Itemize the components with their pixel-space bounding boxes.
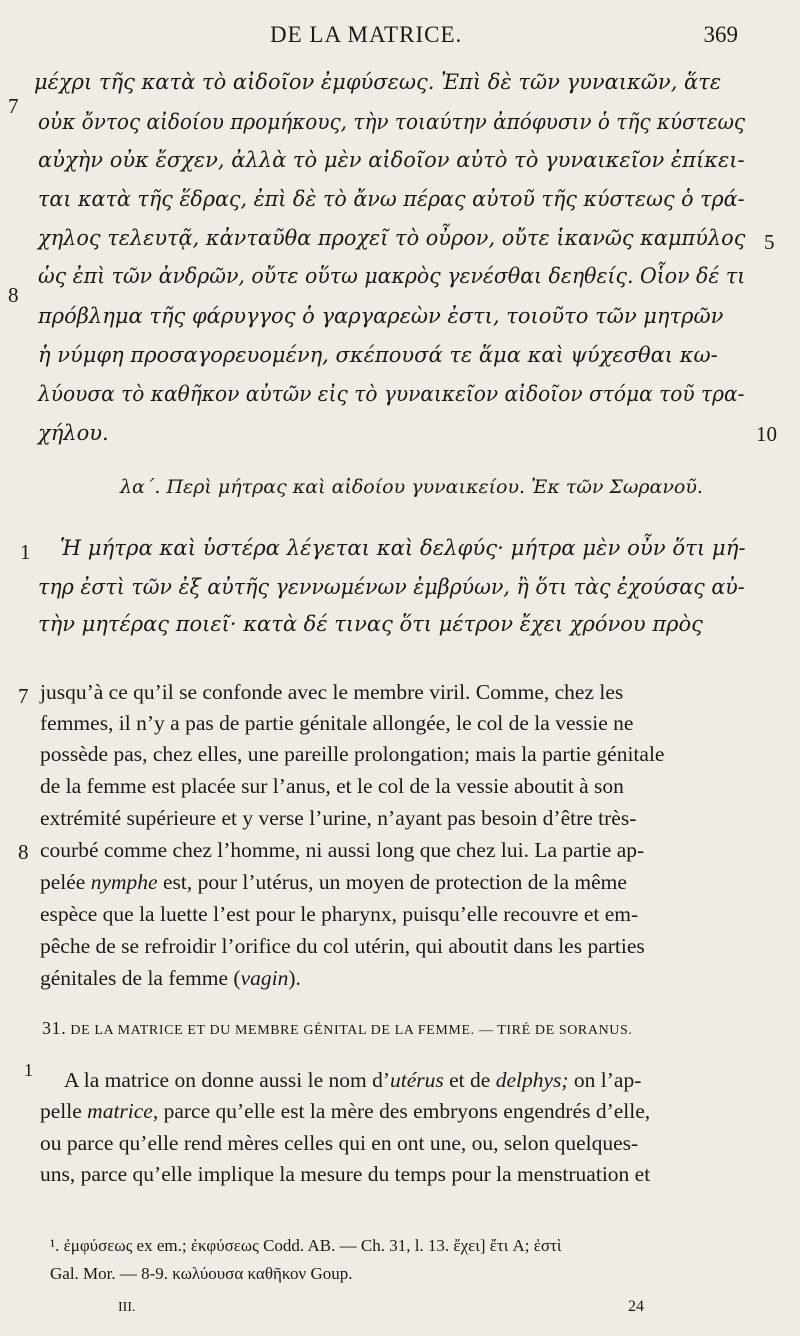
greek-chapter-heading: λα΄. Περὶ μήτρας καὶ αἰδοίου γυναικείου. Ἐκ τῶν Σωρανοῦ.	[120, 476, 703, 498]
french-chapter-heading	[42, 1018, 632, 1039]
page-number: 369	[703, 22, 738, 47]
text-run: génitales de la femme (	[40, 966, 241, 990]
footnote-line: Gal. Mor. — 8-9. κωλύουσα καθῆκον Goup.	[50, 1264, 353, 1283]
greek-line: ται κατὰ τῆς ἕδρας, ἐπὶ δὲ τὸ ἄνω πέρας αὐτοῦ τῆς κύστεως ὁ τρά-	[38, 187, 745, 211]
text-run: parce qu’elle est la mère des embryons engendrés d’elle,	[158, 1099, 651, 1123]
line-number-margin: 1	[24, 1060, 33, 1080]
french-line	[40, 966, 301, 991]
french-line: uns, parce qu’elle implique la mesure du temps pour la menstruation et	[40, 1162, 651, 1186]
greek-line: τηρ ἐστὶ τῶν ἐξ αὐτῆς γεννωμένων ἐμβρύων, ἢ ὅτι τὰς ἐχούσας αὐ-	[38, 575, 745, 599]
line-number-margin: 8	[18, 840, 29, 864]
french-line: de la femme est placée sur l’anus, et le col de la vessie aboutit à son	[40, 774, 624, 798]
french-line: extrémité supérieure et y verse l’urine, n’ayant pas besoin d’être très-	[40, 806, 637, 830]
text-run: on l’ap-	[568, 1068, 642, 1092]
line-number-margin: 7	[8, 94, 19, 118]
greek-line: ὡς ἐπὶ τῶν ἀνδρῶν, οὔτε οὕτω μακρὸς γενέσθαι δεηθείς. Οἷον δέ τι	[38, 264, 746, 288]
text-run: est, pour l’utérus, un moyen de protection de la même	[157, 870, 627, 894]
running-head: DE LA MATRICE.	[270, 22, 463, 47]
french-line: pêche de se refroidir l’orifice du col utérin, qui aboutit dans les parties	[40, 934, 645, 958]
french-line	[64, 1068, 641, 1093]
line-number-margin: 7	[18, 684, 29, 708]
greek-line: χηλος τελευτᾷ, κἀνταῦθα προχεῖ τὸ οὖρον, οὔτε ἱκανῶς καμπύλος	[38, 226, 746, 250]
french-line: courbé comme chez l’homme, ni aussi long que chez lui. La partie ap-	[40, 838, 645, 862]
line-number-margin: 5	[764, 230, 775, 254]
french-line: espèce que la luette l’est pour le pharynx, puisqu’elle recouvre et em-	[40, 902, 639, 926]
italic-term: nymphe	[90, 870, 158, 894]
footnote-line: ¹. ἐμφύσεως ex em.; ἐκφύσεως Codd. AB. — Ch. 31, l. 13. ἔχει] ἔτι A; ἐστὶ	[50, 1236, 562, 1255]
line-number-margin: 10	[756, 422, 777, 446]
french-line	[40, 870, 627, 895]
greek-line: Ἡ μήτρα καὶ ὑστέρα λέγεται καὶ δελφύς· μήτρα μὲν οὖν ὅτι μή-	[60, 536, 746, 561]
italic-term: delphys;	[495, 1068, 569, 1092]
greek-line: ἡ νύμφη προσαγορευομένη, σκέπουσά τε ἅμα καὶ ψύχεσθαι κω-	[38, 343, 718, 367]
french-line: jusqu’à ce qu’il se confonde avec le membre viril. Comme, chez les	[40, 680, 624, 704]
greek-line: τὴν μητέρας ποιεῖ· κατὰ δέ τινας ὅτι μέτρον ἔχει χρόνου πρὸς	[38, 612, 703, 636]
text-run: ).	[288, 966, 301, 990]
greek-line: οὐκ ὄντος αἰδοίου προμήκους, τὴν τοιαύτην ἀπόφυσιν ὁ τῆς κύστεως	[38, 110, 746, 134]
text-run: pelle	[40, 1099, 88, 1123]
line-number-margin: 1	[20, 540, 31, 564]
gathering-number: 24	[628, 1298, 644, 1315]
greek-line: πρόβλημα τῆς φάρυγγος ὁ γαργαρεὼν ἐστι, τοιοῦτο τῶν μητρῶν	[38, 304, 724, 328]
french-line: ou parce qu’elle rend mères celles qui en ont une, ou, selon quelques-	[40, 1131, 639, 1155]
line-number-margin: 8	[8, 283, 19, 307]
french-line: femmes, il n’y a pas de partie génitale allongée, le col de la vessie ne	[40, 711, 634, 735]
greek-line: αὐχὴν οὐκ ἔσχεν, ἀλλὰ τὸ μὲν αἰδοῖον αὐτὸ τὸ γυναικεῖον ἐπίκει-	[38, 148, 745, 172]
greek-line: λύουσα τὸ καθῆκον αὐτῶν εἰς τὸ γυναικεῖον αἰδοῖον στόμα τοῦ τρα-	[38, 382, 745, 406]
french-line: possède pas, chez elles, une pareille prolongation; mais la partie génitale	[40, 742, 665, 766]
greek-line: μέχρι τῆς κατὰ τὸ αἰδοῖον ἐμφύσεως. Ἐπὶ δὲ τῶν γυναικῶν, ἅτε	[34, 70, 722, 94]
italic-term: utérus	[390, 1068, 444, 1092]
italic-term: matrice,	[87, 1099, 159, 1123]
signature-mark: III.	[118, 1300, 136, 1315]
text-run: et de	[443, 1068, 496, 1092]
chapter-title: DE LA MATRICE ET DU MEMBRE GÉNITAL DE LA FEMME. — TIRÉ DE SORANUS.	[70, 1023, 633, 1038]
chapter-number: 31.	[42, 1018, 67, 1038]
text-run: A la matrice on donne aussi le nom d’	[64, 1068, 391, 1092]
text-run: pelée	[40, 870, 91, 894]
french-line	[40, 1099, 650, 1124]
greek-line: χήλου.	[38, 421, 109, 445]
italic-term: vagin	[240, 966, 289, 990]
